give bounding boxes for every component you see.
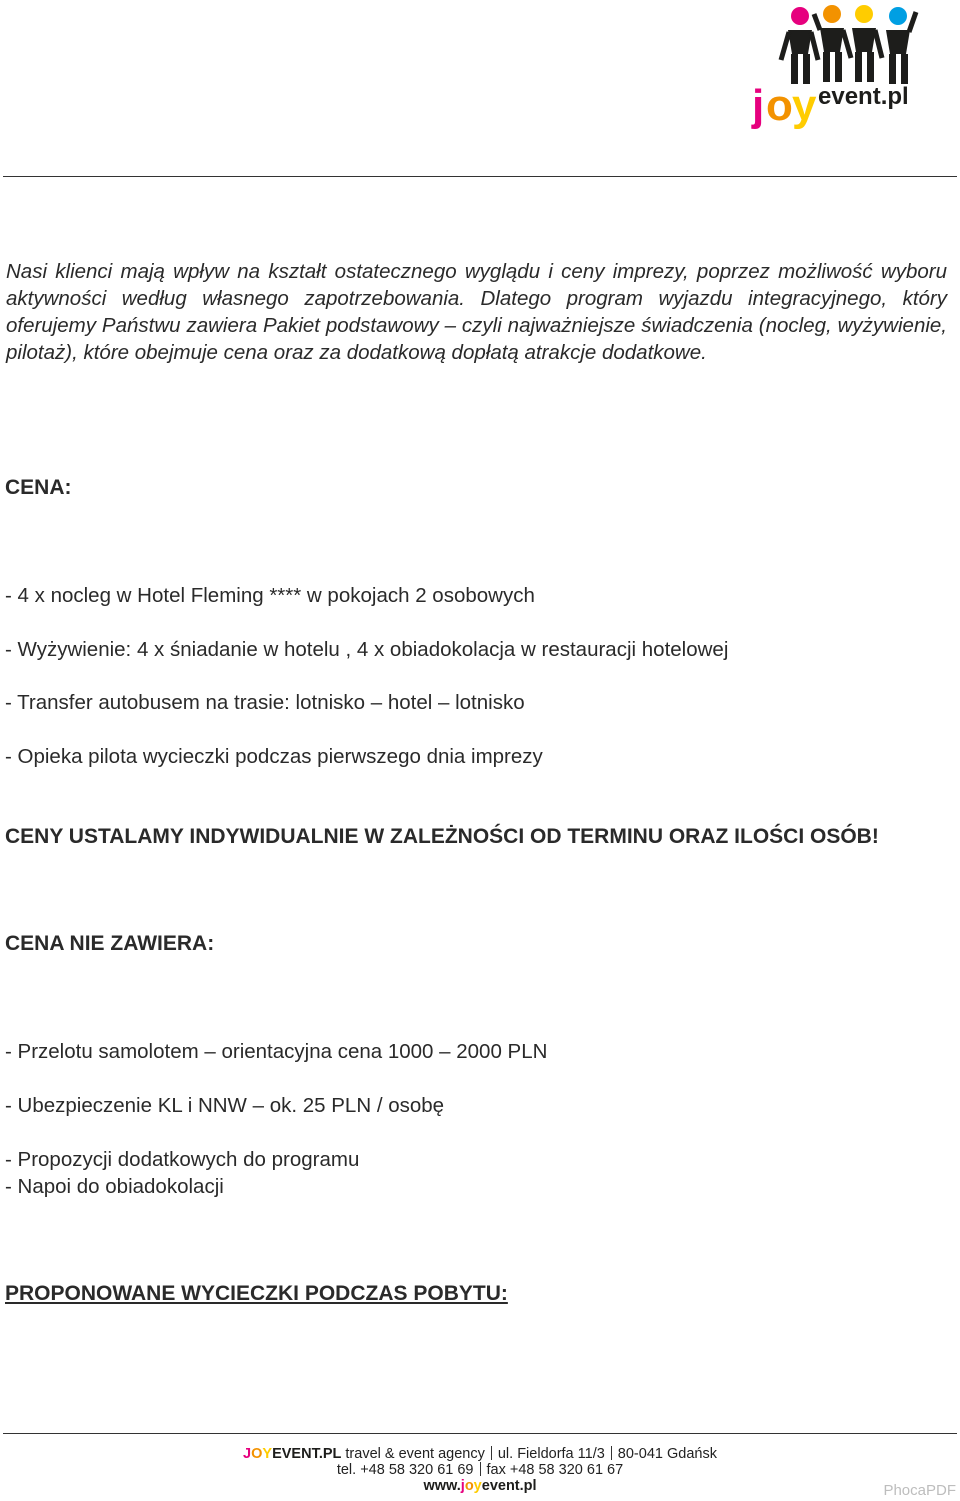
- footer-brand: JOYEVENT.PL: [243, 1446, 342, 1462]
- footer-separator: [480, 1462, 481, 1476]
- excluded-item: - Przelotu samolotem – orientacyjna cena 1000 – 2000 PLN: [5, 1040, 548, 1063]
- pricing-notice: CENY USTALAMY INDYWIDUALNIE W ZALEŻNOŚCI OD TERMINU ORAZ ILOŚCI OSÓB!: [5, 825, 879, 848]
- footer-company: travel & event agency: [341, 1446, 485, 1462]
- footer-separator: [611, 1446, 612, 1460]
- footer-separator: [491, 1446, 492, 1460]
- price-heading: CENA:: [5, 476, 72, 499]
- footer: [0, 1446, 960, 1494]
- price-item: - Opieka pilota wycieczki podczas pierwszego dnia imprezy: [5, 745, 543, 768]
- excluded-item: - Propozycji dodatkowych do programu: [5, 1148, 360, 1171]
- excluded-heading: CENA NIE ZAWIERA:: [5, 932, 215, 955]
- footer-city: 80-041 Gdańsk: [617, 1446, 717, 1462]
- intro-paragraph: Nasi klienci mają wpływ na kształt ostatecznego wyglądu i ceny imprezy, poprzez możliwość wyboru aktywności według własnego zapotrzebowania. Dlatego program wyjazdu integracyjnego, który oferujemy Państwu zawiera Pakiet podstawowy – czyli najważniejsze świadczenia (nocleg, wyżywienie, pilotaż), które obejmuje cena oraz za dodatkową dopłatą atrakcje dodatkowe.: [6, 260, 947, 364]
- excluded-item: - Napoi do obiadokolacji: [5, 1175, 224, 1198]
- footer-divider: [3, 1433, 957, 1434]
- excluded-item: - Ubezpieczenie KL i NNW – ok. 25 PLN / osobę: [5, 1094, 445, 1117]
- svg-text:event.pl: event.pl: [818, 83, 909, 110]
- trips-heading: PROPONOWANE WYCIECZKI PODCZAS POBYTU:: [5, 1282, 508, 1305]
- svg-text:o: o: [766, 81, 793, 130]
- footer-tel: tel. +48 58 320 61 69: [336, 1462, 474, 1478]
- phocapdf-watermark[interactable]: PhocaPDF: [883, 1482, 956, 1499]
- svg-text:j: j: [752, 81, 765, 130]
- footer-line-2: [0, 1462, 960, 1478]
- footer-address: ul. Fieldorfa 11/3: [497, 1446, 605, 1462]
- people-figures-icon: [748, 2, 920, 130]
- joyevent-logo: [748, 2, 920, 130]
- price-item: - Wyżywienie: 4 x śniadanie w hotelu , 4 x obiadokolacja w restauracji hotelowej: [5, 638, 729, 661]
- footer-website-link[interactable]: www.joyevent.pl: [423, 1478, 537, 1494]
- header-divider: [3, 176, 957, 177]
- footer-fax: fax +48 58 320 61 67: [486, 1462, 624, 1478]
- price-item: - 4 x nocleg w Hotel Fleming **** w pokojach 2 osobowych: [5, 584, 535, 607]
- footer-line-1: [0, 1446, 960, 1462]
- svg-text:y: y: [792, 81, 817, 130]
- price-item: - Transfer autobusem na trasie: lotnisko – hotel – lotnisko: [5, 691, 525, 714]
